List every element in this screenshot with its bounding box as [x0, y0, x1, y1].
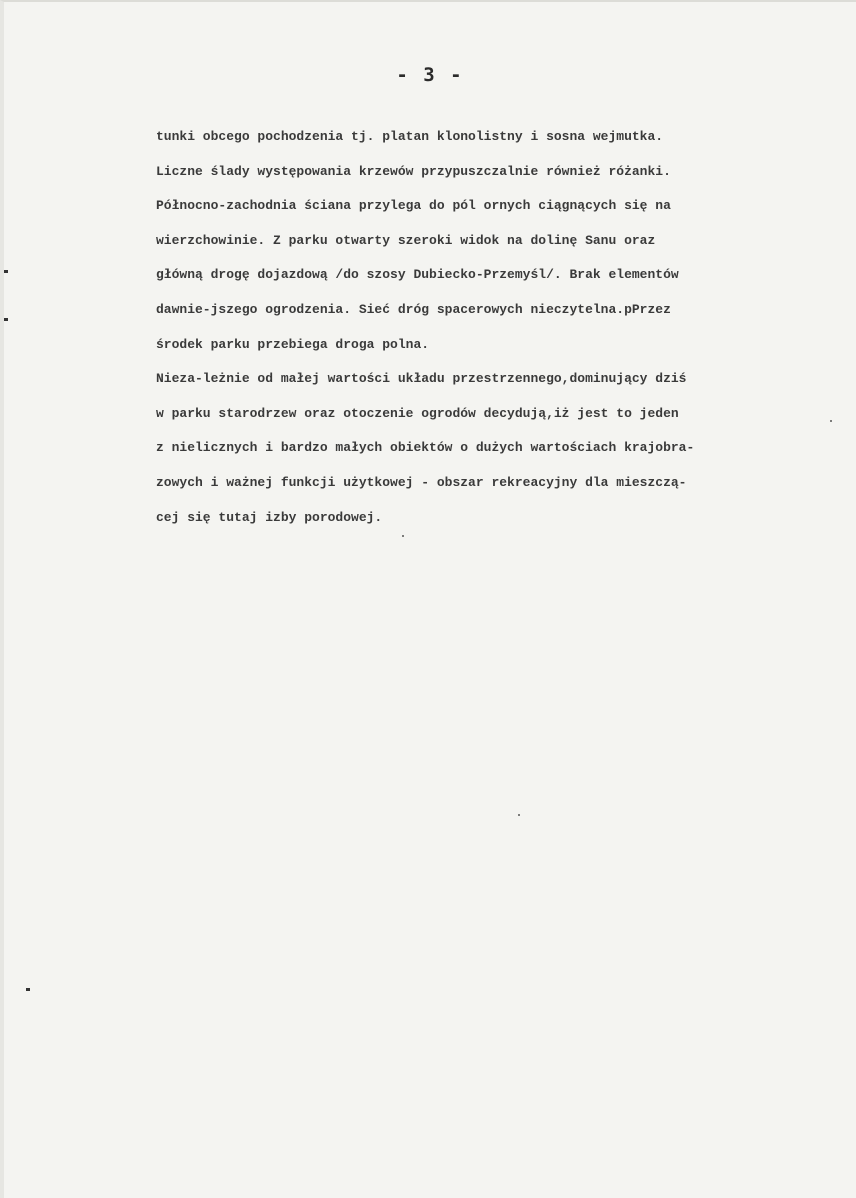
text-line: Północno-zachodnia ściana przylega do pól ornych ciągnących się na [156, 198, 671, 214]
text-line: tunki obcego pochodzenia tj. platan klonolistny i sosna wejmutka. [156, 129, 664, 144]
text-line: główną drogę dojazdową /do szosy Dubiecko-Przemyśl/. Brak elementów [156, 267, 679, 283]
paper-speck [518, 814, 520, 816]
text-line: dawnie-jszego ogrodzenia. Sieć dróg spacerowych nieczytelna.pPrzez [156, 301, 671, 317]
margin-mark [26, 988, 30, 991]
text-line: w parku starodrzew oraz otoczenie ogrodów decydują,iż jest to jeden [156, 405, 679, 421]
paper-speck [830, 420, 832, 422]
text-line: zowych i ważnej funkcji użytkowej - obszar rekreacyjny dla mieszczą- [156, 474, 687, 490]
page-number: - 3 - [396, 64, 464, 86]
text-line: środek parku przebiega droga polna. [156, 336, 430, 352]
body-text [156, 120, 856, 535]
text-line: cej się tutaj izby porodowej. [156, 509, 383, 525]
text-line: wierzchowinie. Z parku otwarty szeroki widok na dolinę Sanu oraz [156, 232, 656, 248]
text-line: Liczne ślady występowania krzewów przypuszczalnie również różanki. [156, 163, 671, 179]
paper-speck [402, 535, 404, 537]
text-line: Nieza-leżnie od małej wartości układu przestrzennego,dominujący dziś [156, 371, 687, 387]
text-line: z nielicznych i bardzo małych obiektów o dużych wartościach krajobra- [156, 440, 695, 456]
margin-mark [4, 270, 8, 273]
margin-mark [4, 318, 8, 321]
